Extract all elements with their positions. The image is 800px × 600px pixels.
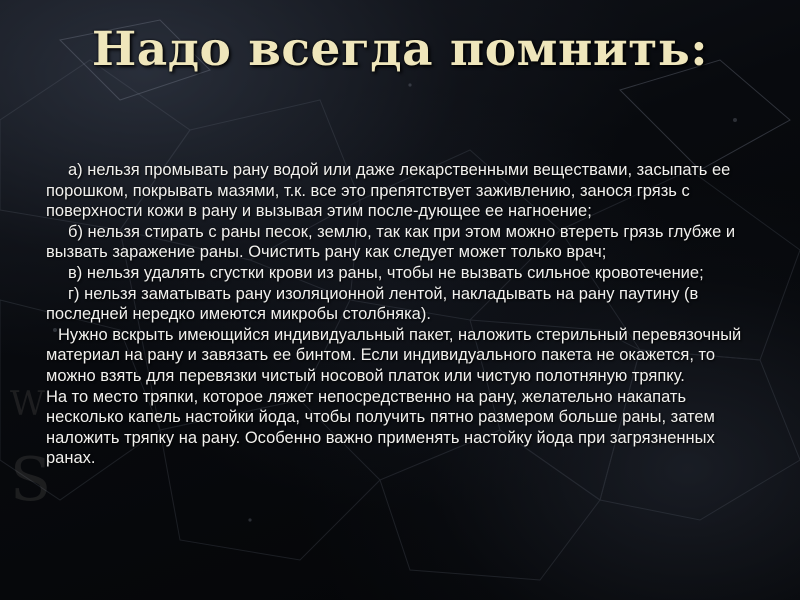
paragraph-g: г) нельзя заматывать рану изоляционной лентой, накладывать на рану паутину (в последней нередко имеются микробы столбняка). bbox=[46, 284, 699, 324]
paragraph-dressing: Нужно вскрыть имеющийся индивидуальный пакет, наложить стерильный перевязочный материал на рану и завязать ее бинтом. Если индивидуального пакета не окажется, то можно взять для перевязки чистый носовой платок или чистую полотняную тряпку. bbox=[46, 325, 742, 385]
slide-title-container bbox=[0, 24, 800, 76]
paragraph-v: в) нельзя удалять сгустки крови из раны, чтобы не вызвать сильное кровотечение; bbox=[68, 263, 704, 282]
svg-text:W: W bbox=[10, 384, 45, 424]
slide-body bbox=[46, 160, 758, 469]
paragraph-b: б) нельзя стирать с раны песок, землю, так как при этом можно втереть грязь глубже и вызвать заражение раны. Очистить рану как следует может только врач; bbox=[46, 222, 736, 262]
first-bullet-row bbox=[46, 160, 758, 222]
svg-text:S: S bbox=[10, 445, 52, 515]
page-title: Надо всегда помнить: bbox=[91, 22, 709, 77]
paragraph-iodine: На то место тряпки, которое ляжет непосредственно на рану, желательно накапать несколько капель настойки йода, чтобы получить пятно размером больше раны, затем наложить тряпку на рану. Особенно важно применять настойку йода при загрязненных ранах. bbox=[46, 387, 715, 468]
paragraph-a: а) нельзя промывать рану водой или даже лекарственными веществами, засыпать ее порошком, покрывать мазями, т.к. все это препятствует заживлению, занося грязь с поверхности кожи в рану и вызывая этим после-дующее ее нагноение; bbox=[46, 161, 731, 221]
